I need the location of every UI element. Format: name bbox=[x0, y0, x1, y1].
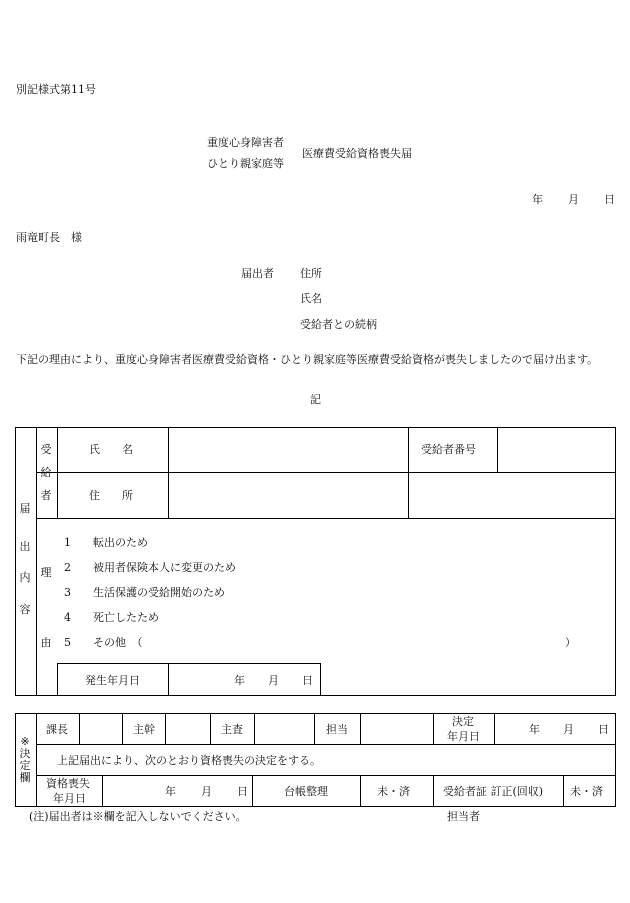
card-status: 未・済 bbox=[570, 785, 603, 798]
decision-year: 年 bbox=[529, 723, 540, 736]
reason-label-char: 由 bbox=[40, 636, 52, 649]
card-correction-label: 受給者証 訂正(回収) bbox=[443, 785, 544, 798]
reason-text: 生活保護の受給開始のため bbox=[93, 586, 225, 599]
title-line1: 重度心身障害者 bbox=[207, 136, 284, 149]
loss-year: 年 bbox=[165, 785, 176, 798]
vertical-label-char: 届 bbox=[19, 502, 31, 515]
occurrence-date-label: 発生年月日 bbox=[85, 674, 140, 687]
decision-month: 月 bbox=[563, 723, 574, 736]
recipient-number-label: 受給者番号 bbox=[421, 443, 476, 456]
decision-day: 日 bbox=[598, 723, 609, 736]
title-main: 医療費受給資格喪失届 bbox=[302, 147, 412, 160]
shukan-label: 主幹 bbox=[133, 723, 155, 736]
date-day: 日 bbox=[604, 193, 615, 206]
loss-date-label: 資格喪失 bbox=[46, 777, 90, 790]
reason-text: 死亡したため bbox=[93, 611, 159, 624]
kacho-label: 課長 bbox=[46, 723, 68, 736]
decision-date-label: 決定 bbox=[452, 715, 474, 728]
footer-tanto: 担当者 bbox=[447, 810, 480, 823]
loss-month: 月 bbox=[201, 785, 212, 798]
reason-label-char: 理 bbox=[40, 566, 52, 579]
recipient-label-char: 給 bbox=[40, 466, 52, 479]
decision-date-label: 年月日 bbox=[447, 730, 480, 743]
date-year: 年 bbox=[532, 193, 543, 206]
decision-vertical-char: 欄 bbox=[19, 771, 31, 784]
addressee: 雨竜町長 様 bbox=[16, 231, 82, 244]
recipient-label-char: 受 bbox=[40, 443, 52, 456]
reason-number: 4 bbox=[64, 611, 71, 624]
decision-vertical-char: 決 bbox=[19, 747, 31, 760]
decision-vertical-char: 定 bbox=[19, 759, 31, 772]
ki-label: 記 bbox=[310, 393, 321, 406]
decision-text: 上記届出により、次のとおり資格喪失の決定をする。 bbox=[57, 754, 321, 767]
applicant-relation-label: 受給者との続柄 bbox=[300, 318, 377, 331]
vertical-label-char: 内 bbox=[19, 571, 31, 584]
name-label: 氏 名 bbox=[89, 443, 133, 456]
footer-note: (注)届出者は※欄を記入しないでください。 bbox=[29, 810, 247, 823]
applicant-address-label: 住所 bbox=[300, 267, 322, 280]
tanto-label: 担当 bbox=[326, 723, 348, 736]
occurrence-year: 年 bbox=[234, 674, 245, 687]
title-line2: ひとり親家庭等 bbox=[207, 157, 284, 170]
loss-date-label: 年月日 bbox=[53, 792, 86, 805]
applicant-name-label: 氏名 bbox=[300, 292, 322, 305]
reason-text: 転出のため bbox=[93, 536, 148, 549]
reason-number: 3 bbox=[64, 586, 71, 599]
loss-day: 日 bbox=[237, 785, 248, 798]
form-number: 別記様式第11号 bbox=[16, 83, 96, 96]
shusa-label: 主査 bbox=[221, 723, 243, 736]
recipient-label-char: 者 bbox=[40, 489, 52, 502]
reason-number: 1 bbox=[64, 536, 71, 549]
address-label: 住 所 bbox=[89, 489, 133, 502]
statement: 下記の理由により、重度心身障害者医療費受給資格・ひとり親家庭等医療費受給資格が喪失しましたので届け出ます。 bbox=[16, 353, 599, 366]
ledger-label: 台帳整理 bbox=[284, 785, 328, 798]
vertical-label-char: 出 bbox=[19, 540, 31, 553]
date-month: 月 bbox=[568, 193, 579, 206]
occurrence-day: 日 bbox=[302, 674, 313, 687]
occurrence-month: 月 bbox=[268, 674, 279, 687]
reason-number: 5 bbox=[64, 636, 71, 649]
vertical-label-char: 容 bbox=[19, 603, 31, 616]
reason-text: 被用者保険本人に変更のため bbox=[93, 561, 236, 574]
applicant-label: 届出者 bbox=[241, 267, 274, 280]
other-close-paren: ） bbox=[565, 636, 576, 649]
reason-text: その他 （ bbox=[93, 636, 143, 649]
reason-number: 2 bbox=[64, 561, 71, 574]
ledger-status: 未・済 bbox=[377, 785, 410, 798]
decision-vertical-char: ※ bbox=[20, 735, 30, 748]
